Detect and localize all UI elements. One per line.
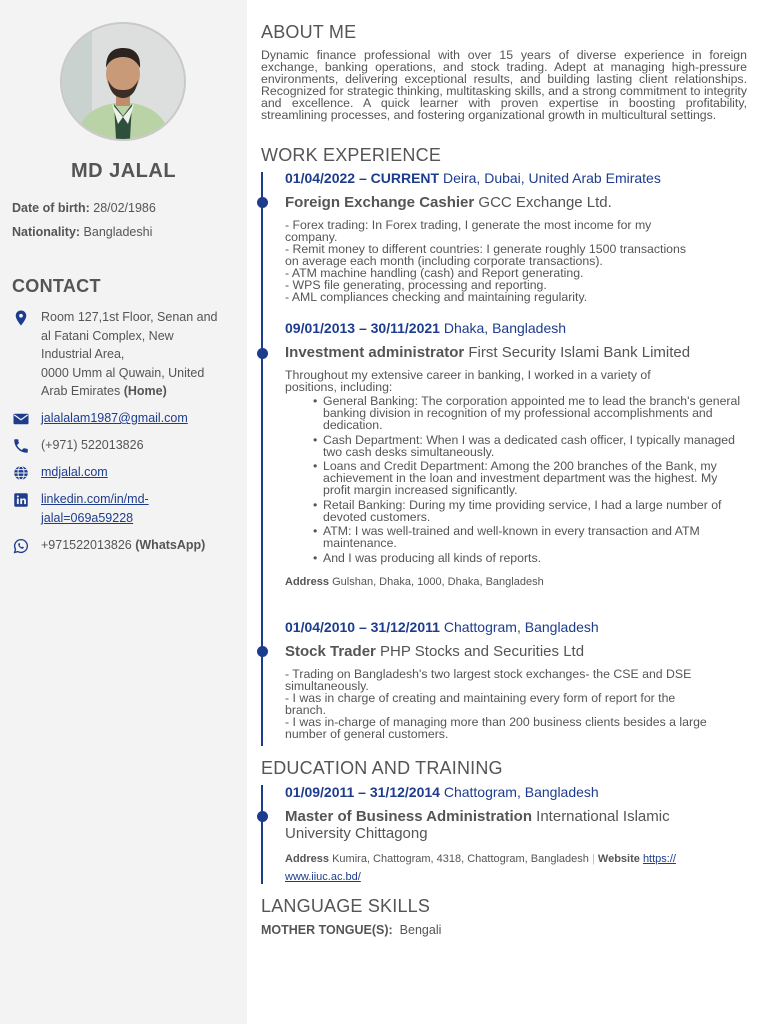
job-title: Foreign Exchange Cashier (285, 194, 475, 211)
profile-photo-image (62, 24, 184, 139)
address-value: Kumira, Chattogram, 4318, Chattogram, Bangladesh (332, 853, 589, 865)
job-location: Dhaka, Bangladesh (443, 320, 567, 336)
list-item: • Retail Banking: During my time providing service, I had a large number of devoted customers. (323, 499, 747, 523)
mother-tongue-value: Bengali (399, 923, 442, 937)
job-description (285, 219, 747, 303)
education-website-link[interactable]: https:// www.iiuc.ac.bd/ (285, 853, 676, 883)
contact-linkedin (12, 490, 237, 527)
job-location: Deira, Dubai, United Arab Emirates (442, 170, 661, 186)
whatsapp-number: +971522013826 (41, 538, 132, 552)
email-icon (12, 410, 30, 428)
education-date-location (285, 784, 747, 800)
job-title-line (285, 194, 747, 211)
work-heading: WORK EXPERIENCE (261, 145, 442, 165)
address-line-3: Industrial Area, (41, 347, 125, 361)
job-line: - I was in-charge of managing more than 200 business clients besides a large (285, 715, 707, 729)
timeline-dot (257, 646, 268, 657)
phone-icon (12, 437, 30, 455)
job-bullets (285, 395, 747, 564)
linkedin-link[interactable]: linkedin.com/in/md- jalal=069a59228 (41, 492, 149, 525)
job-date-location (285, 170, 747, 186)
language-heading: LANGUAGE SKILLS (261, 896, 431, 916)
job-line: on average each month (including corporate transactions). (285, 254, 603, 268)
nationality (12, 225, 152, 239)
job-line: - WPS file generating, processing and reporting. (285, 278, 547, 292)
job-line: branch. (285, 703, 327, 717)
address-line-4: 0000 Umm al Quwain, United (41, 365, 205, 380)
nationality-label: Nationality: (12, 225, 81, 239)
job-company: PHP Stocks and Securities Ltd (380, 643, 585, 660)
contact-heading: CONTACT (12, 276, 101, 296)
job-line: - I was in charge of creating and maintaining every form of report for the (285, 691, 676, 705)
whatsapp-tag: (WhatsApp) (135, 538, 206, 552)
website-label: Website (597, 853, 640, 865)
job-address (285, 576, 747, 588)
job-date-location (285, 619, 747, 635)
phone-number: (+971) 522013826 (41, 438, 144, 452)
dob-label: Date of birth: (12, 201, 90, 215)
education-address (285, 850, 747, 886)
nationality-value: Bangladeshi (83, 225, 153, 239)
address-line-1: Room 127,1st Floor, Senan and (41, 310, 218, 324)
education-timeline-line (261, 785, 263, 884)
linkedin-icon (12, 491, 30, 509)
timeline-dot (257, 348, 268, 359)
address-label: Address (285, 853, 330, 865)
address-value: Gulshan, Dhaka, 1000, Dhaka, Bangladesh (332, 575, 544, 588)
job-line: - Trading on Bangladesh's two largest stock exchanges- the CSE and DSE (285, 667, 692, 681)
work-timeline-line (261, 172, 263, 746)
job-line: positions, including: (285, 380, 393, 394)
email-link[interactable]: jalalalam1987@gmail.com (41, 411, 188, 425)
job-entry (285, 619, 747, 740)
education-heading: EDUCATION AND TRAINING (261, 758, 503, 778)
job-dates: 01/04/2010 – 31/12/2011 (285, 619, 440, 635)
whatsapp-icon (12, 537, 30, 555)
education-dates: 01/09/2011 – 31/12/2014 (285, 784, 440, 800)
job-title: Stock Trader (285, 643, 376, 660)
job-line: - Remit money to different countries: I generate roughly 1500 transactions (285, 242, 687, 256)
mother-tongue (261, 923, 441, 937)
list-item: • And I was producing all kinds of reports. (323, 552, 747, 564)
job-line: number of general customers. (285, 727, 449, 741)
contact-email (12, 409, 237, 428)
education-degree: Master of Business Administration (285, 808, 532, 825)
contact-whatsapp (12, 536, 237, 555)
job-date-location (285, 320, 747, 336)
job-entry (285, 320, 747, 588)
list-item: • General Banking: The corporation appointed me to lead the branch's general banking division in recognition of my professional accomplishments and dedication. (323, 395, 747, 431)
address-tag: (Home) (123, 384, 167, 398)
education-title-line (285, 808, 747, 842)
job-location: Chattogram, Bangladesh (443, 619, 599, 635)
person-name: MD JALAL (70, 160, 177, 182)
mother-tongue-label: MOTHER TONGUE(S): (261, 923, 393, 937)
job-line: simultaneously. (285, 679, 369, 693)
job-dates: 01/04/2022 – CURRENT (285, 170, 440, 186)
job-description (285, 369, 747, 564)
address-line-2: al Fatani Complex, New (41, 328, 174, 343)
sidebar (0, 0, 247, 1024)
job-line: - AML compliances checking and maintaining regularity. (285, 290, 588, 304)
address-label: Address (285, 575, 330, 588)
education-location: Chattogram, Bangladesh (443, 784, 599, 800)
globe-icon (12, 464, 30, 482)
about-heading: ABOUT ME (261, 22, 357, 42)
location-pin-icon (12, 309, 30, 327)
job-line: company. (285, 230, 338, 244)
list-item: • Cash Department: When I was a dedicated cash officer, I typically managed two cash desks simultaneously. (323, 434, 747, 458)
contact-address (12, 308, 237, 401)
date-of-birth (12, 201, 156, 215)
contact-phone (12, 436, 237, 455)
job-line: - Forex trading: In Forex trading, I generate the most income for my (285, 218, 652, 232)
job-title-line (285, 344, 747, 361)
education-school: International Islamic University Chittagong (285, 808, 670, 842)
contact-website (12, 463, 237, 482)
education-entry (285, 784, 747, 886)
separator: | (591, 853, 595, 865)
list-item: • ATM: I was well-trained and well-known in every transaction and ATM maintenance. (323, 525, 747, 549)
dob-value: 28/02/1986 (93, 201, 156, 215)
job-dates: 09/01/2013 – 30/11/2021 (285, 320, 440, 336)
job-company: First Security Islami Bank Limited (468, 344, 691, 361)
job-line: Throughout my extensive career in banking, I worked in a variety of (285, 368, 651, 382)
job-description (285, 668, 747, 740)
job-title: Investment administrator (285, 344, 465, 361)
about-text: Dynamic finance professional with over 15 years of diverse experience in foreign exchange, banking operations, and stock trading. Adept at managing high-pressure environments, delivering exceptional results, and building lasting client relationships. Recognized for strategic thinking, multitasking skills, and a strong commitment to integrity and excellence. A quick learner with proven expertise in boosting profitability, streamlining processes, and fostering organizational growth in multicultural settings. (261, 48, 747, 122)
timeline-dot (257, 197, 268, 208)
job-line: - ATM machine handling (cash) and Report generating. (285, 266, 584, 280)
timeline-dot (257, 811, 268, 822)
list-item: • Loans and Credit Department: Among the 200 branches of the Bank, my achievement in the loan and investment department was the highest. My profit margin increased significantly. (323, 460, 747, 496)
website-link[interactable]: mdjalal.com (41, 465, 108, 479)
job-entry (285, 170, 747, 303)
profile-photo (60, 22, 186, 141)
job-title-line (285, 643, 747, 660)
address-line-5: Arab Emirates (41, 384, 121, 398)
job-company: GCC Exchange Ltd. (478, 194, 612, 211)
